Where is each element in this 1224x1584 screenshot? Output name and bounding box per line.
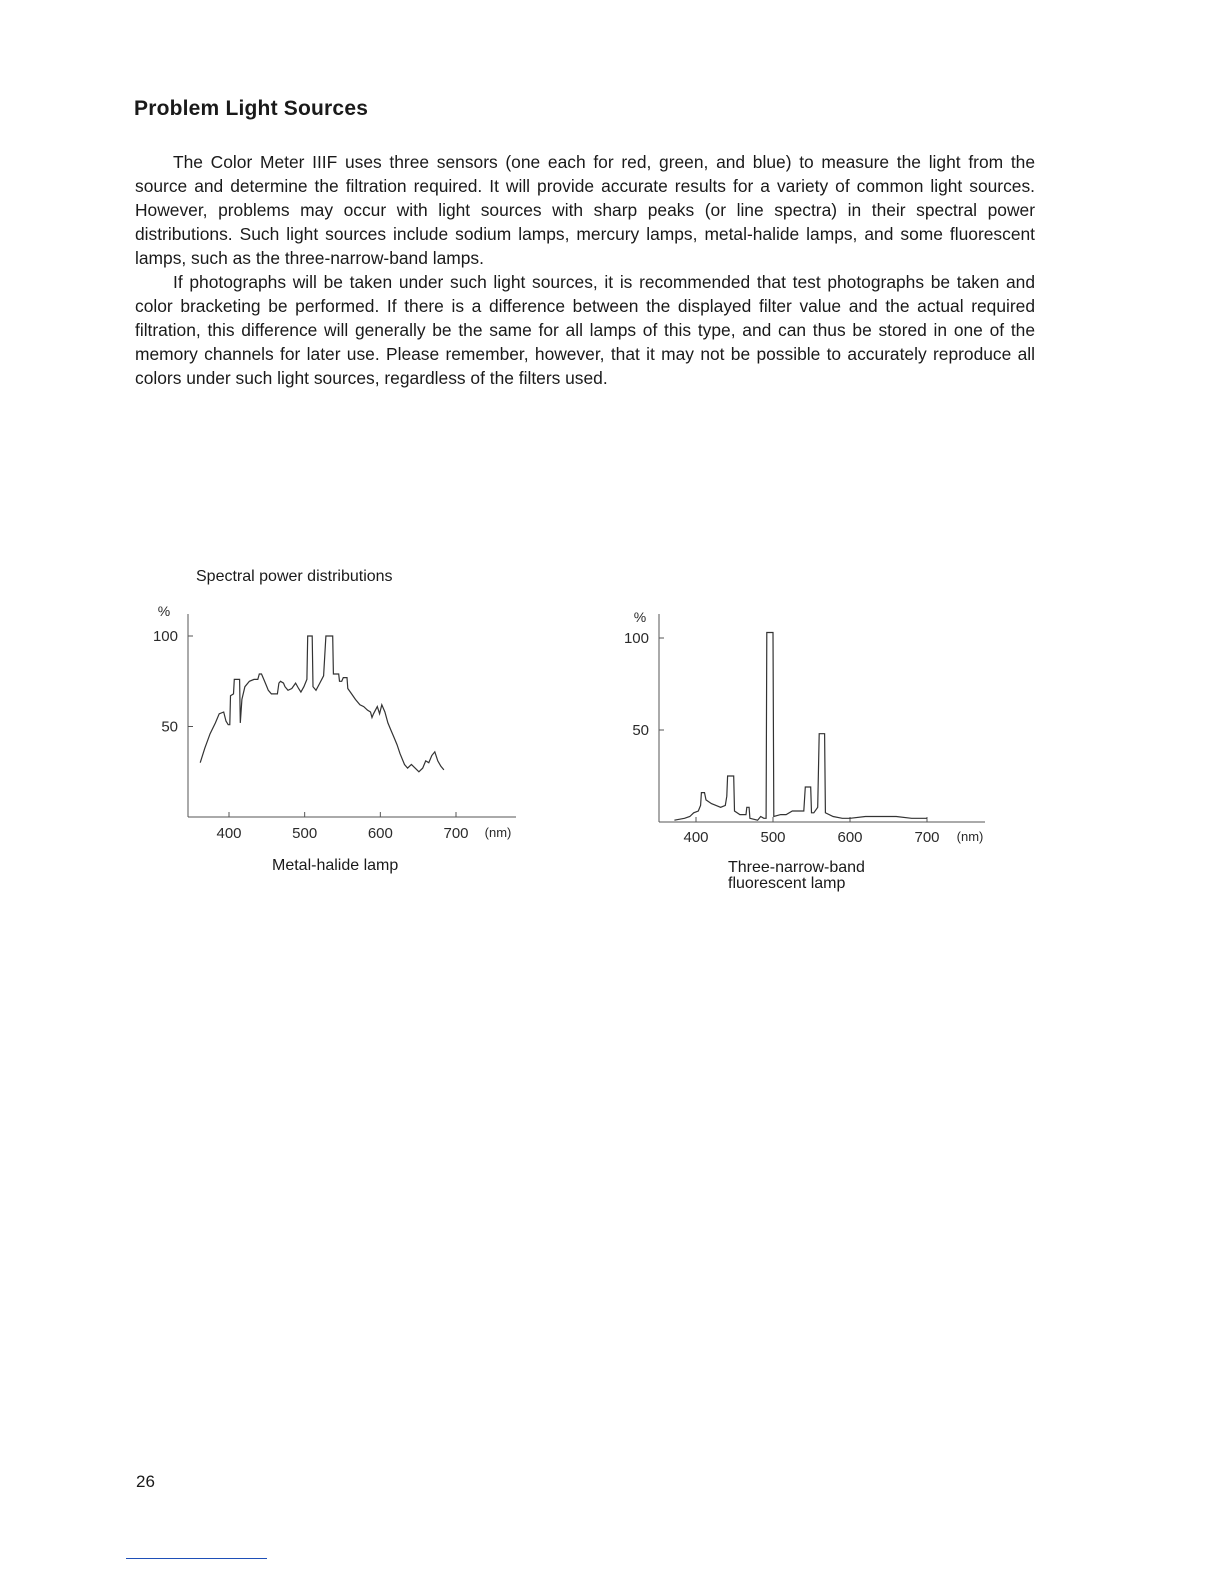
- page-title: Problem Light Sources: [134, 97, 369, 120]
- y-unit-label: %: [157, 603, 171, 619]
- x-tick-label: 700: [914, 829, 940, 846]
- footer-rule: [126, 1558, 267, 1559]
- figure-caption: Spectral power distributions: [196, 568, 393, 585]
- chart-2-label: Three-narrow-band fluorescent lamp: [728, 859, 865, 892]
- x-tick-label: 400: [216, 825, 242, 842]
- x-tick-label: 600: [367, 825, 393, 842]
- chart-1-label: Metal-halide lamp: [272, 857, 399, 874]
- x-tick-label: 500: [292, 825, 318, 842]
- x-tick-label: 600: [837, 829, 863, 846]
- y-unit-label: %: [633, 609, 647, 625]
- y-tick-label: 50: [632, 722, 649, 739]
- x-tick-label: 700: [443, 825, 469, 842]
- y-tick-label: 100: [152, 628, 178, 645]
- page-number: 26: [136, 1472, 155, 1491]
- x-tick-label: 500: [760, 829, 786, 846]
- paragraph-1: The Color Meter IIIF uses three sensors (one each for red, green, and blue) to measure the light from the source and determine the filtration required. It will provide accurate results for a variety of common light sources. However, problems may occur with light sources with sharp peaks (or line spectra) in their spectral power distributions. Such light sources include sodium lamps, mercury lamps, metal-halide lamps, and some fluorescent lamps, such as the three-narrow-band lamps.: [135, 152, 1035, 268]
- paragraph-2: If photographs will be taken under such light sources, it is recommended that test photographs be taken and color bracketing be performed. If there is a difference between the displayed filter value and the actual required filtration, this difference will generally be the same for all lamps of this type, and can thus be stored in one of the memory channels for later use. Please remember, however, that it may not be possible to accurately reproduce all colors under such light sources, regardless of the filters used.: [135, 272, 1035, 388]
- spectral-curve: [674, 633, 927, 821]
- y-tick-label: 100: [623, 630, 649, 647]
- x-tick-label: 400: [683, 829, 709, 846]
- x-unit-label: (nm): [956, 829, 984, 844]
- x-unit-label: (nm): [484, 825, 512, 840]
- y-tick-label: 50: [161, 718, 178, 736]
